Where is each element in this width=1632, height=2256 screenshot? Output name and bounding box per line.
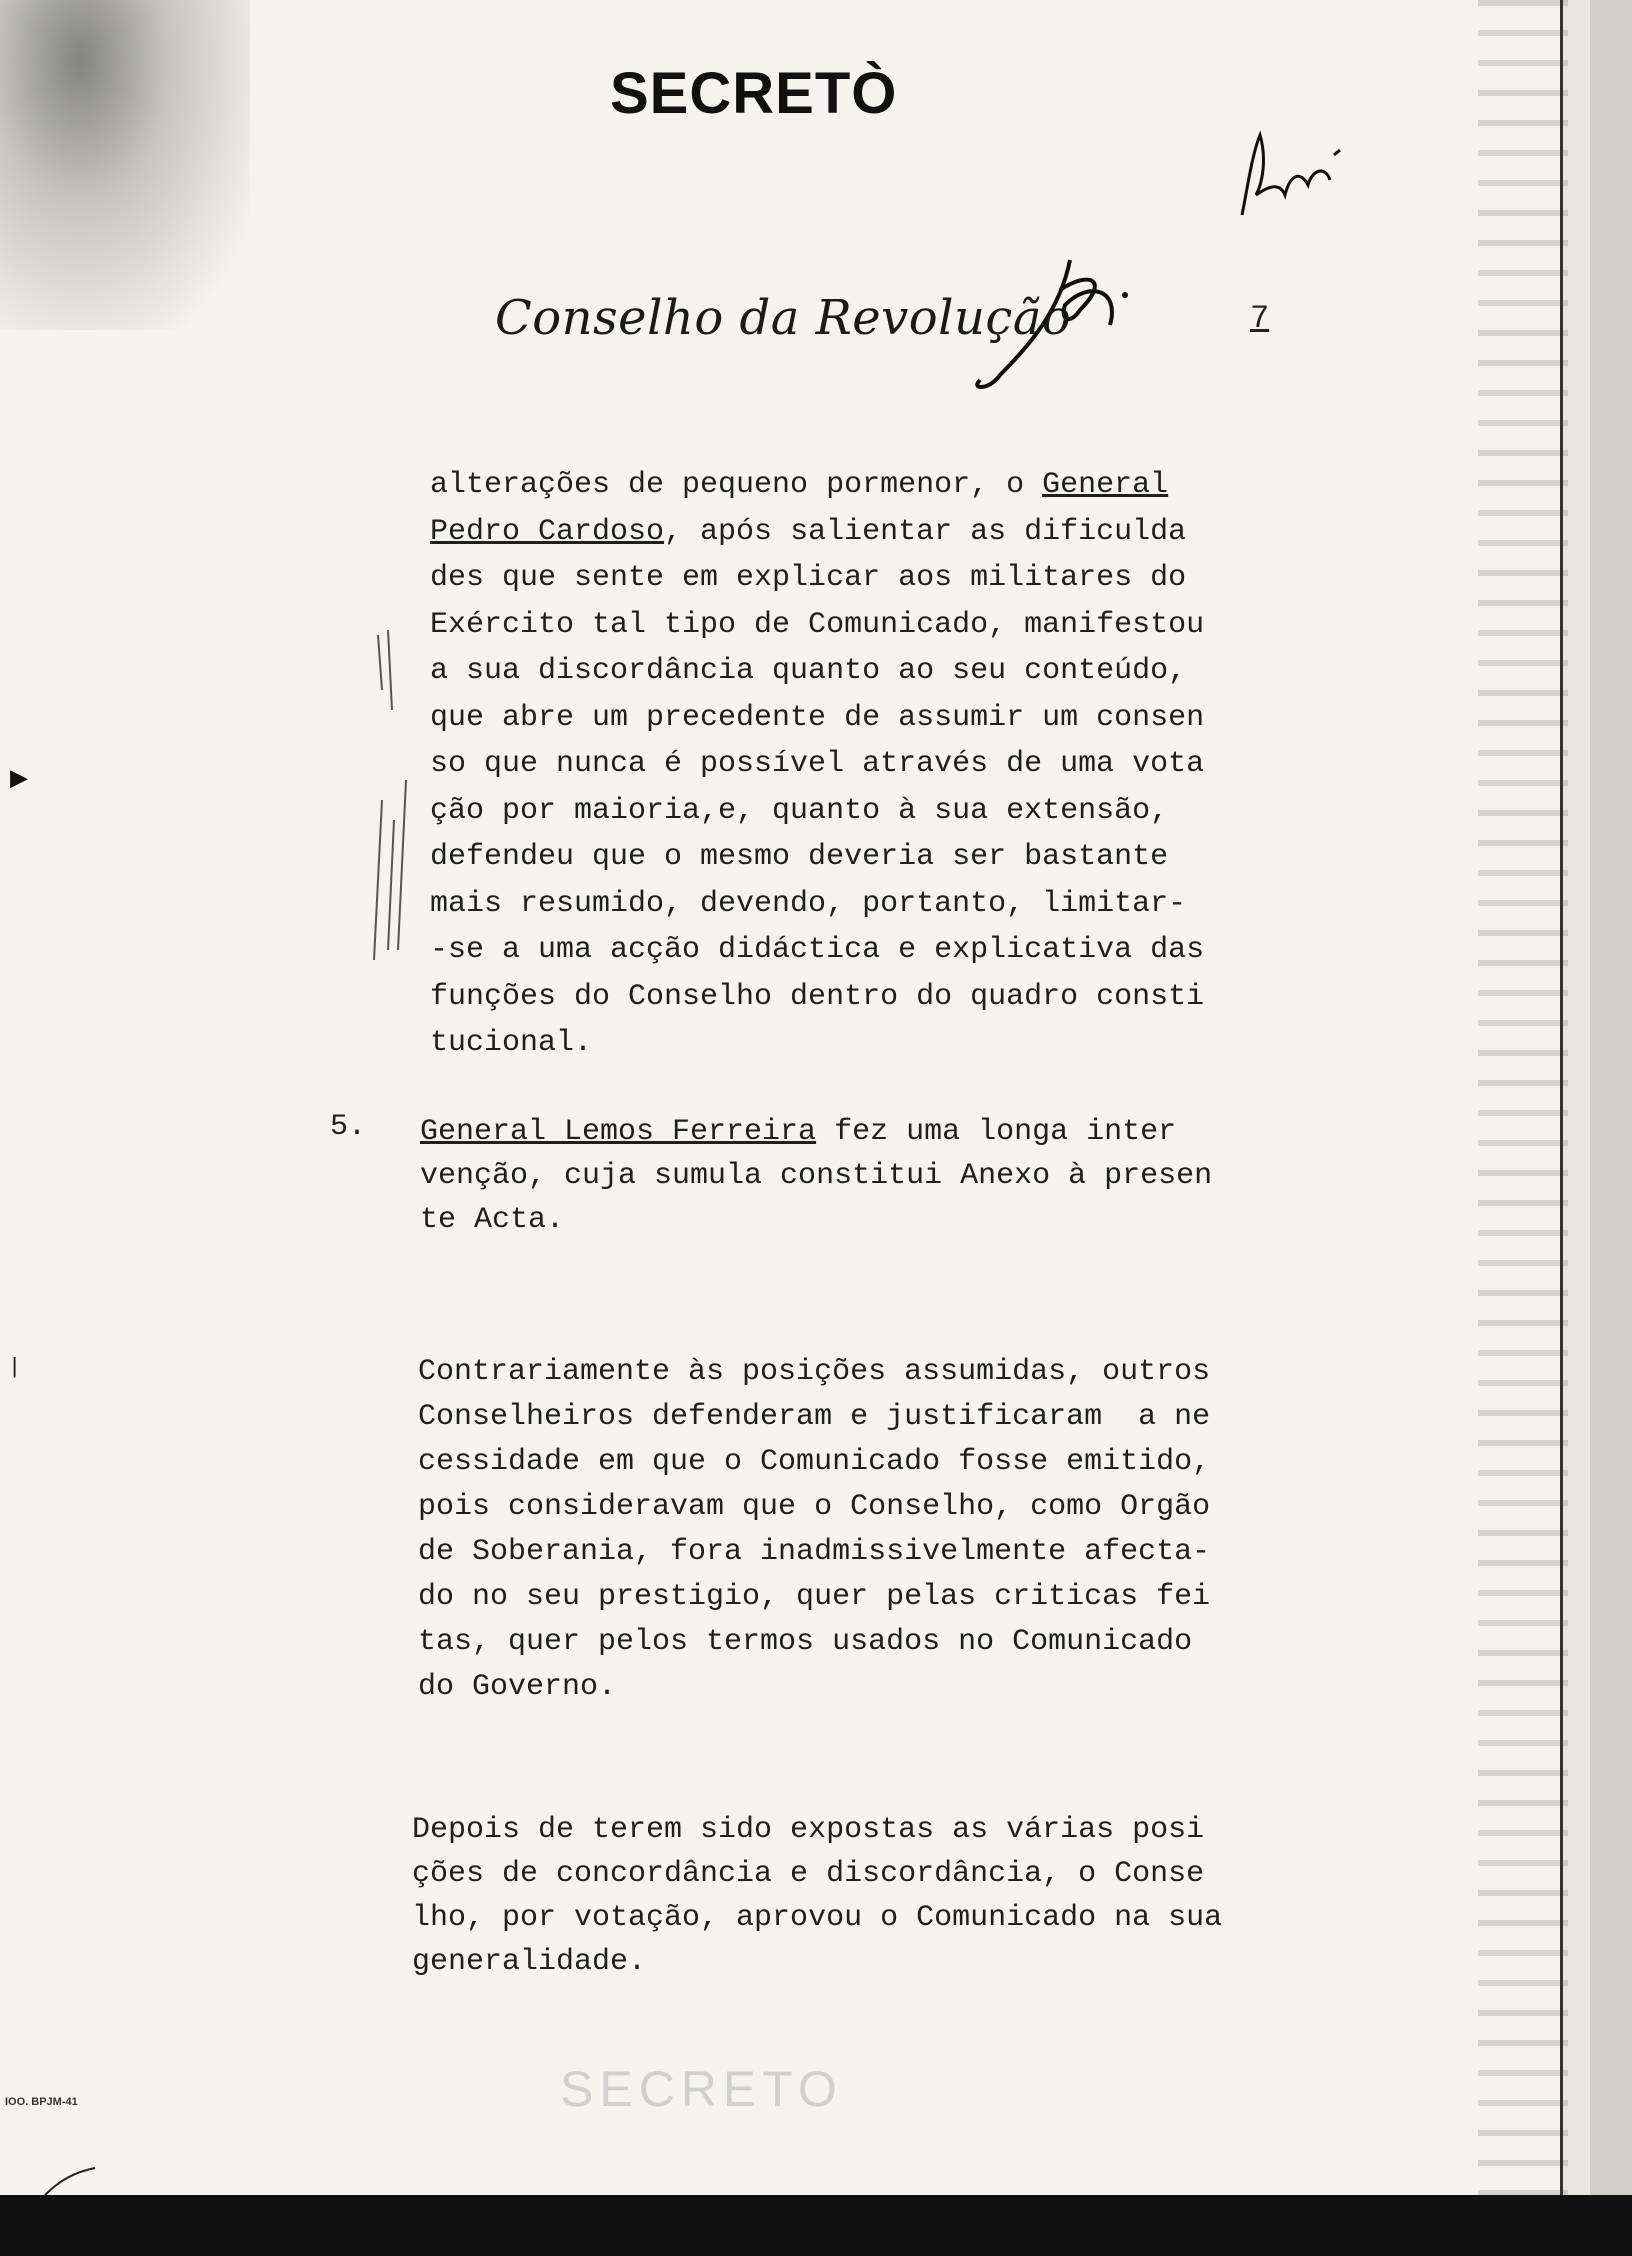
form-code: IOO. BPJM-41	[5, 2096, 78, 2108]
margin-mark: ▶	[10, 763, 29, 797]
scan-edge-artifact	[1478, 0, 1568, 2256]
scan-bottom-border	[0, 2195, 1632, 2256]
margin-pencil-marks	[360, 630, 420, 970]
handwritten-signature	[960, 250, 1140, 400]
paragraph-item-5: General Lemos Ferreira fez uma longa inter venção, cuja sumula constitui Anexo à presen te Acta.	[420, 1115, 1213, 1237]
organization-letterhead: Conselho da Revolução	[495, 290, 1072, 346]
scan-background	[1590, 0, 1632, 2256]
scan-noise	[0, 0, 250, 330]
paragraph-3: Contrariamente às posições assumidas, outros Conselheiros defenderam e justificaram a ne cessidade em que o Comunicado fosse emitido, pois consideravam que o Conselho, como Orgão de Soberania, fora inadmissivelmente afecta- do no seu prestigio, quer pelas criticas fei tas, quer pelos termos usados no Comunicado do Governo.	[418, 1355, 1211, 1704]
corner-pen-mark	[40, 2160, 100, 2200]
classification-header: SECRETÒ	[610, 61, 898, 126]
paragraph-4: Depois de terem sido expostas as várias posi ções de concordância e discordância, o Conse lho, por votação, aprovou o Comunicado na sua generalidade.	[412, 1813, 1223, 1979]
classification-footer-stamp: SECRETO	[560, 2061, 843, 2117]
item-number: 5.	[330, 1110, 367, 1144]
paragraph-1: alterações de pequeno pormenor, o General Pedro Cardoso, após salientar as dificulda des que sente em explicar aos militares do Exército tal tipo de Comunicado, manifestou a sua discordância quanto ao seu conteúdo, que abre um precedente de assumir um consen so que nunca é possível através de uma vota ção por maioria,e, quanto à sua extensão, defendeu que o mesmo deveria ser bastante mais resumido, devendo, portanto, limitar- -se a uma acção didáctica e explicativa das funções do Conselho dentro do quadro consti tucional.	[430, 468, 1205, 1060]
page-number: 7	[1250, 300, 1270, 337]
handwritten-initials	[1230, 125, 1370, 235]
margin-mark: |	[8, 1355, 22, 1380]
page-edge	[1560, 0, 1563, 2256]
